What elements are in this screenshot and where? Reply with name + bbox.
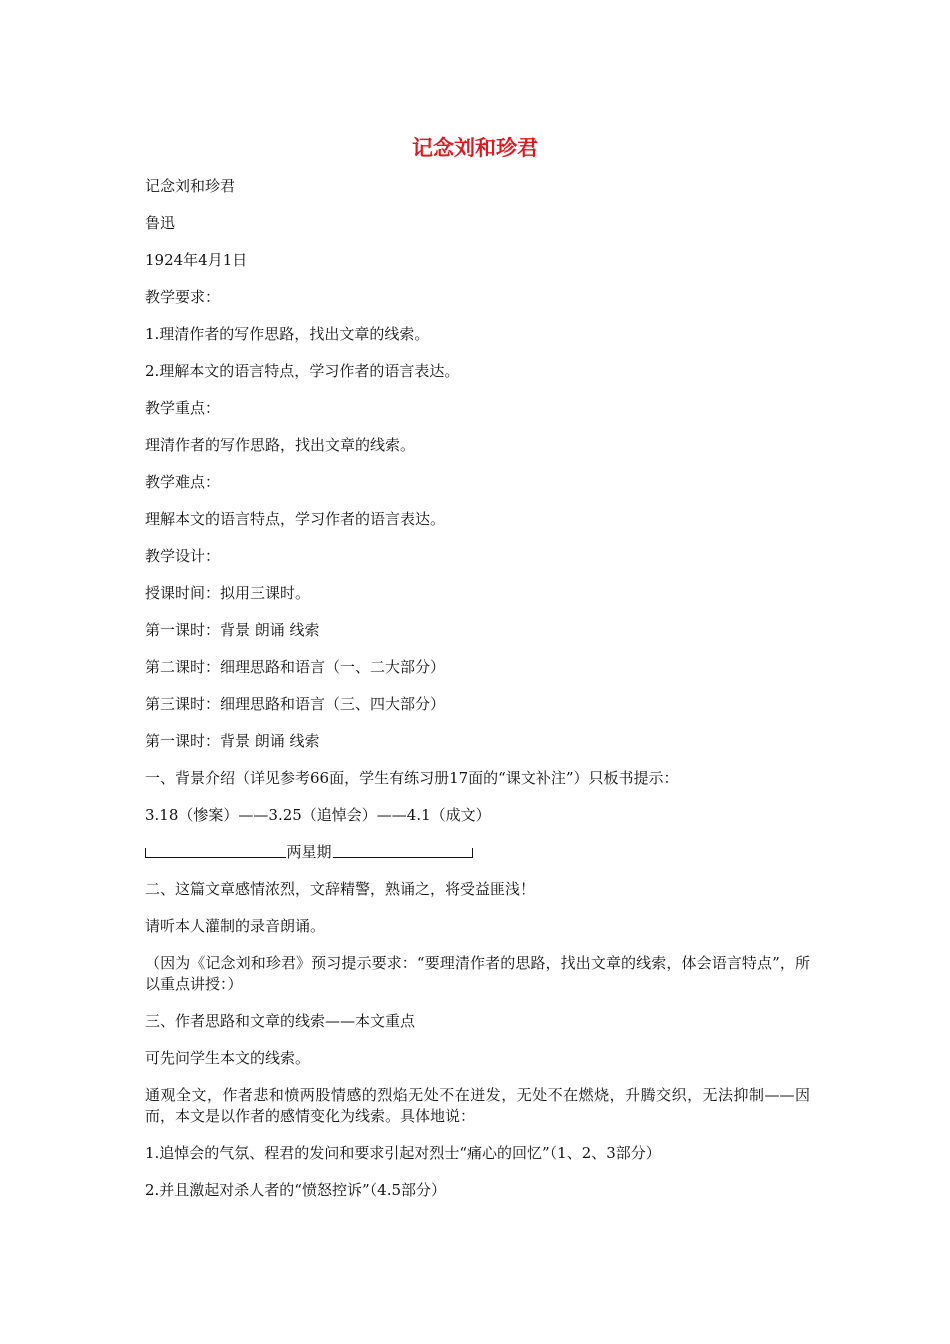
section-heading-design: 教学设计： [145,547,221,565]
section-heading-difficulties: 教学难点： [145,473,221,491]
requirement-1: 1.理清作者的写作思路，找出文章的线索。 [145,325,430,343]
section-heading-key-points: 教学重点： [145,399,221,417]
overview-paragraph: 通观全文，作者悲和愤两股情感的烈焰无处不在迸发，无处不在燃烧，升腾交织，无法抑制——因而，本文是以作者的感情变化为线索。具体地说： [145,1086,810,1125]
bracket-line-left [151,848,286,858]
key-point-text: 理清作者的写作思路，找出文章的线索。 [145,436,416,454]
lesson-3-line: 第三课时：细理思路和语言（三、四大部分） [145,695,446,713]
clue-point-1: 1.追悼会的气氛、程君的发问和要求引起对烈士“痛心的回忆”（1、2、3部分） [145,1144,661,1162]
lesson-1-heading: 第一课时：背景 朗诵 线索 [145,732,320,750]
lesson-2-line: 第二课时：细理思路和语言（一、二大部分） [145,658,446,676]
requirement-2: 2.理解本文的语言特点，学习作者的语言表达。 [145,362,460,380]
bracket-line-right [333,848,468,858]
timeline-line: 3.18（惨案）——3.25（追悼会）——4.1（成文） [145,806,491,824]
timeline-bracket [145,842,473,863]
preview-note: （因为《记念刘和珍君》预习提示要求：“要理清作者的思路，找出文章的线索，体会语言特点”，所以重点讲授：） [145,954,810,993]
clue-point-2: 2.并且激起对杀人者的“愤怒控诉”（4.5部分） [145,1181,447,1199]
section-heading-requirements: 教学要求： [145,288,221,306]
recording-line: 请听本人灌制的录音朗诵。 [145,917,326,935]
document-body [145,176,810,1217]
document-title: 记念刘和珍君 [412,136,538,160]
bracket-right-corner [467,848,473,858]
author-line: 鲁迅 [145,214,176,232]
subtitle-line: 记念刘和珍君 [145,177,236,195]
date-line: 1924年4月1日 [145,251,248,269]
lesson-1-line: 第一课时：背景 朗诵 线索 [145,621,320,639]
class-time-line: 授课时间：拟用三课时。 [145,584,311,602]
section-three-heading: 三、作者思路和文章的线索——本文重点 [145,1012,416,1030]
difficulty-text: 理解本文的语言特点，学习作者的语言表达。 [145,510,446,528]
bracket-label: 两星期 [286,843,332,861]
ask-students-line: 可先问学生本文的线索。 [145,1049,311,1067]
section-two-line: 二、这篇文章感情浓烈，文辞精警，熟诵之，将受益匪浅！ [145,880,536,898]
background-intro: 一、背景介绍（详见参考66面，学生有练习册17面的“课文补注”）只板书提示： [145,769,679,787]
